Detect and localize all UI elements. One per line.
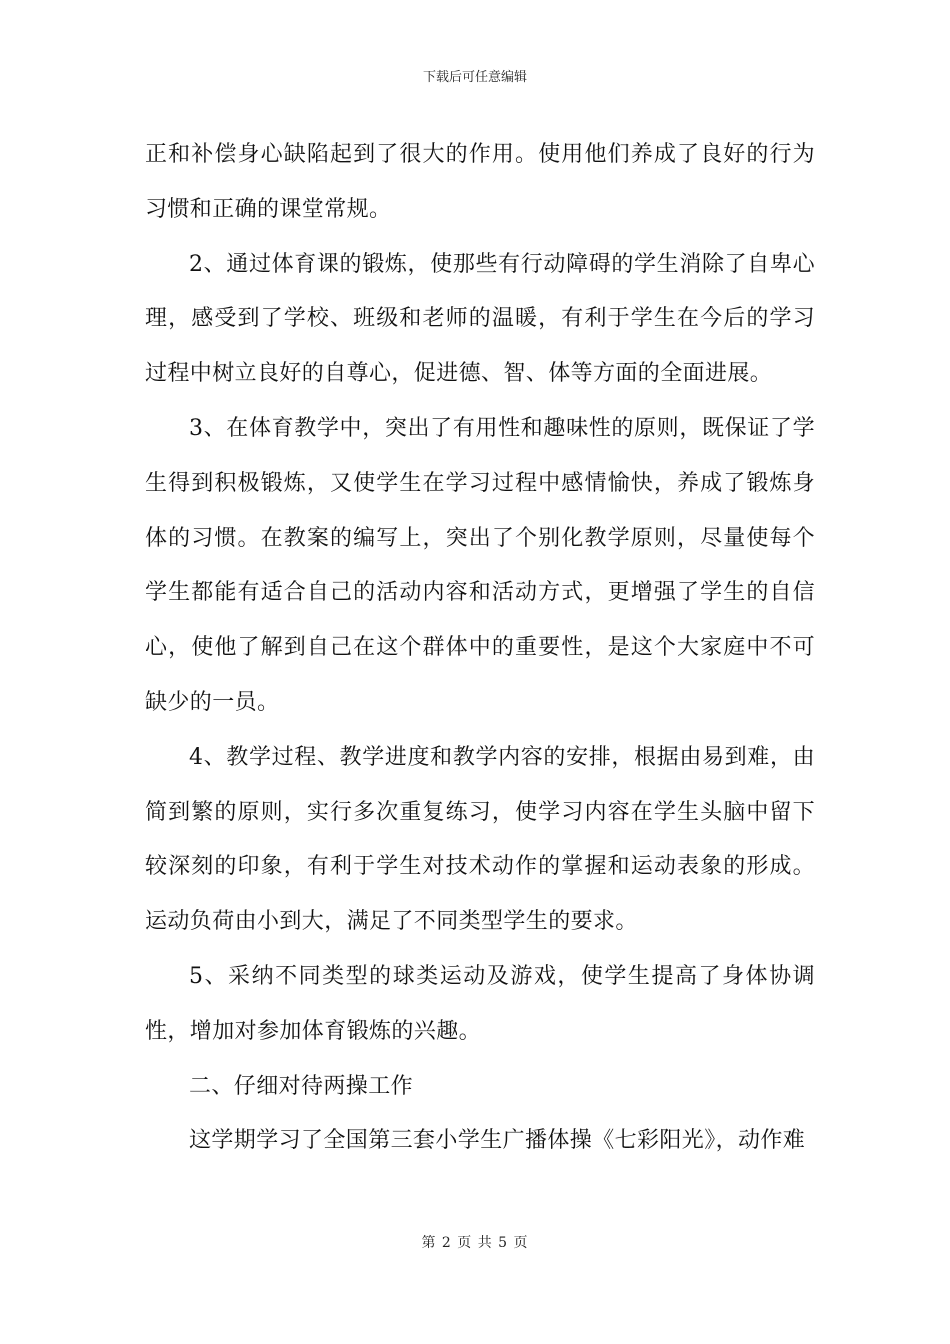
paragraph-2: 2、通过体育课的锻炼，使那些有行动障碍的学生消除了自卑心理，感受到了学校、班级和老师的温暖，有利于学生在今后的学习过程中树立良好的自尊心，促进德、智、体等方面的全面进展。	[145, 251, 815, 387]
page-header: 下载后可任意编辑	[422, 70, 527, 85]
paragraph-6: 这学期学习了全国第三套小学生广播体操《七彩阳光》，动作难	[189, 1128, 806, 1154]
paragraph-5: 5、采纳不同类型的球类运动及游戏，使学生提高了身体协调性，增加对参加体育锻炼的兴趣。	[145, 963, 815, 1044]
body-text	[145, 128, 815, 1169]
section-heading: 二、仔细对待两操工作	[189, 1073, 414, 1099]
page-footer: 第 2 页 共 5 页	[421, 1235, 529, 1251]
paragraph-3: 3、在体育教学中，突出了有用性和趣味性的原则，既保证了学生得到积极锻炼，又使学生在学习过程中感情愉快，养成了锻炼身体的习惯。在教案的编写上，突出了个别化教学原则，尽量使每个学生都能有适合自己的活动内容和活动方式，更增强了学生的自信心，使他了解到自己在这个群体中的重要性，是这个大家庭中不可缺少的一员。	[145, 415, 815, 715]
paragraph-1: 正和补偿身心缺陷起到了很大的作用。使用他们养成了良好的行为习惯和正确的课堂常规。	[145, 142, 815, 222]
paragraph-4: 4、教学过程、教学进度和教学内容的安排，根据由易到难，由简到繁的原则，实行多次重复练习，使学习内容在学生头脑中留下较深刻的印象，有利于学生对技术动作的掌握和运动表象的形成。运动负荷由小到大，满足了不同类型学生的要求。	[145, 744, 815, 935]
